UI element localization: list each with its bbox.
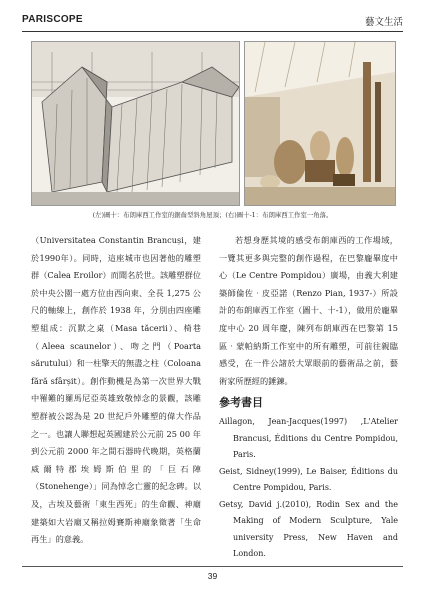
footer-rule [22, 566, 403, 567]
brancusi-studio-exterior-photo [31, 41, 240, 206]
section-title: 藝文生活 [364, 17, 403, 28]
reference-item: Aillagon, Jean-Jacques(1997) ,L'Atelier Brancusi, Éditions du Centre Pompidou, Paris. [219, 417, 398, 460]
reference-item: Geist, Sidney(1999), Le Baiser, Éditions du Centre Pompidou, Paris. [219, 466, 398, 493]
brancusi-studio-interior-photo [244, 41, 396, 206]
right-column-text: 若想身歷其境的感受布朗庫西的工作場域，一覽其更多與完整的創作過程，在巴黎龐畢度中心（Le Centre Pompidou）廣場，由義大利建築師倫佐‧皮亞諾（Renzo Pian, 1937-）所設計的布朗庫西工作室（圖十、十-1），做用於龐畢度中心 20 周年慶，陳列布朗庫西在巴黎第 15 區‧蒙帕納斯工作室中的所有雕塑，可前往親臨感受，在一件公諸於大眾眼前的藝術品之前，藝術家所歷經的錘鍊。 [219, 235, 398, 386]
page-number: 39 [207, 571, 218, 581]
references-heading: 參考書目 [219, 397, 263, 410]
reference-item: Getsy, David j.(2010), Rodin Sex and the Making of Modern Sculpture, Yale university Press, New Haven and London. [219, 499, 398, 559]
magazine-title: PARISCOPE [22, 14, 83, 25]
header-rule [22, 31, 403, 32]
left-column-text: （Universitatea Constantin Brancuși，建於1990年）。同時，這座城市也因著他的雕塑群（Calea Eroilor）而聞名於世。該雕塑群位於中央公園一處方位由西向東、全長 1,275 公尺的軸線上，創作於 1938 年，分別由四座雕塑組成：沉默之桌（Masa tăcerii）、椅巷（Aleea scaunelor）、吻之門（Poarta sărutului）和一柱擎天的無盡之柱（Coloana fără sfârșit）。創作動機是為第一次世界大戰中罹難的羅馬尼亞英雄致敬悼念的景觀，該雕塑群被公認為是 20 世紀戶外雕塑的偉大作品之一。也讓人聯想起英國建於公元前 25 00 年到公元前 2000 年之間石器時代晚期，英格蘭威爾特郡埃姆斯伯里的「巨石陣（Stonehenge）」同為悼念亡靈的紀念碑。以及，古埃及藝術「東生西死」的生命觀、神廟建築如大岩廟又稱拉姆賽斯神廟象徵著「生命再生」的意義。 [31, 235, 201, 545]
left-column [31, 232, 201, 549]
right-column [219, 232, 398, 563]
figure-caption: (左)圖十：布朗庫西工作室的鋸齒型斜角屋頂；(右)圖十-1：布朗庫西工作室一角落。 [92, 211, 333, 219]
